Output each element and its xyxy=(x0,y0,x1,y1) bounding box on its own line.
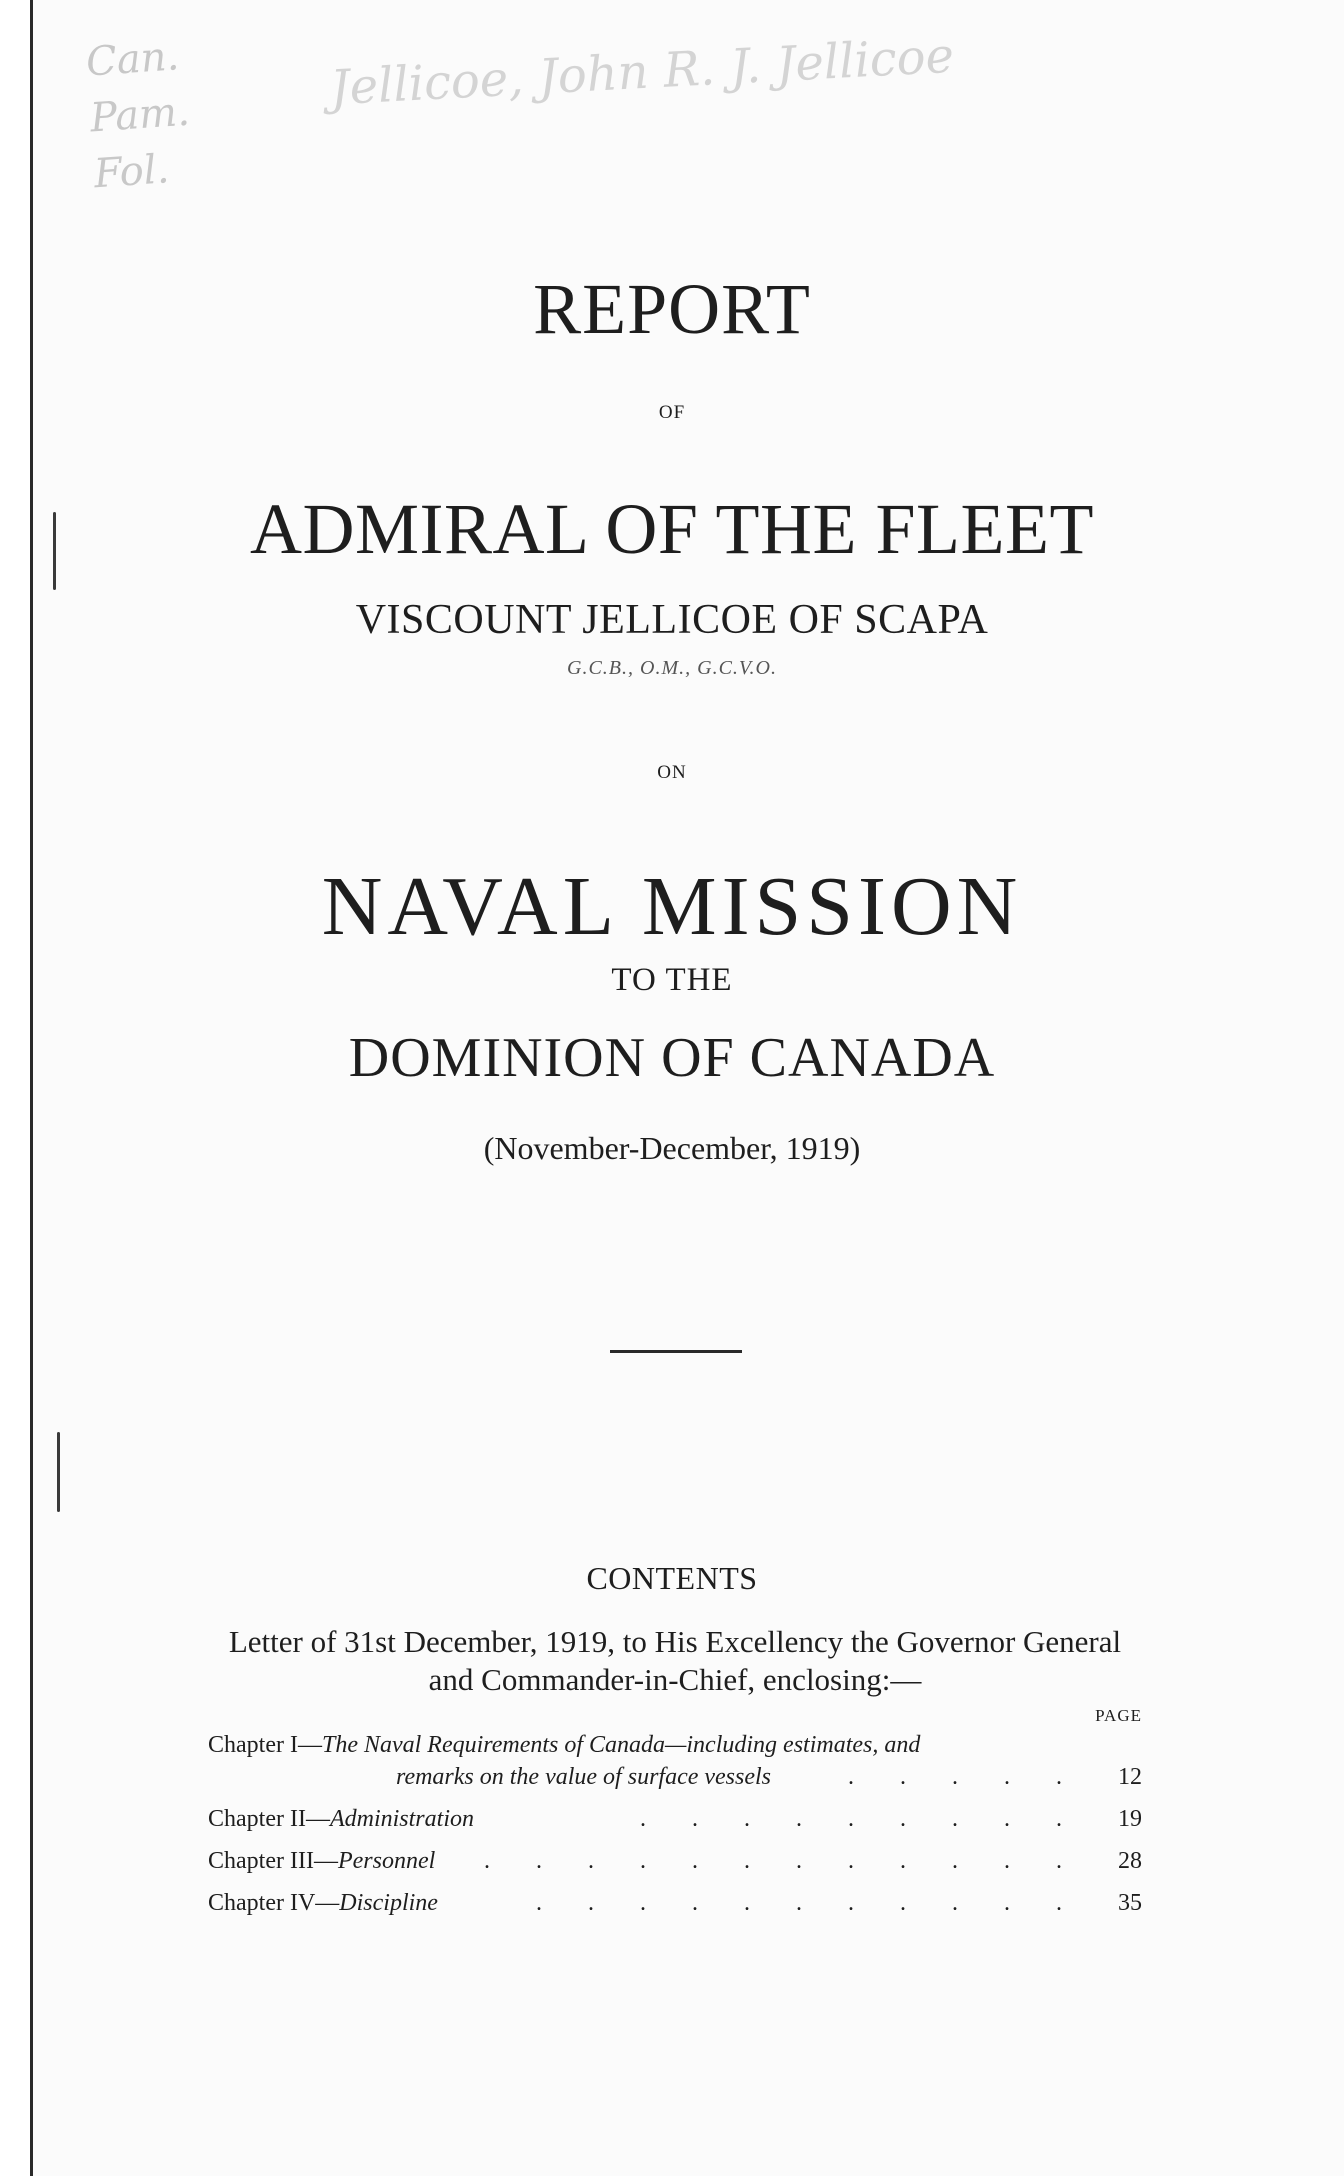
title-to-the: TO THE xyxy=(611,962,733,998)
title-date: (November-December, 1919) xyxy=(483,1130,861,1166)
toc-chapter-label: Chapter IV— xyxy=(208,1890,340,1916)
page-column-label: PAGE xyxy=(1095,1706,1142,1725)
toc-row-chapter-4 xyxy=(208,1890,1142,1932)
toc-leader-dots: . . . . . . . . . xyxy=(640,1806,1082,1832)
toc-row-chapter-2 xyxy=(208,1806,1142,1848)
toc-page-number: 35 xyxy=(1118,1890,1142,1916)
toc-chapter-title: Discipline xyxy=(339,1890,438,1916)
toc-chapter-label: Chapter III— xyxy=(208,1848,338,1874)
toc-chapter-label: Chapter II— xyxy=(208,1806,330,1832)
title-admiral: ADMIRAL OF THE FLEET xyxy=(250,489,1094,569)
toc-chapter-label: Chapter I— xyxy=(208,1732,322,1758)
title-of: OF xyxy=(658,402,686,423)
pencil-note-top: Jellicoe, John R. J. Jellicoe xyxy=(328,27,956,117)
toc-row-chapter-1 xyxy=(208,1732,1142,1806)
title-naval-mission: NAVAL MISSION xyxy=(321,860,1023,953)
toc-leader-dots: . . . . . xyxy=(848,1764,1082,1790)
table-of-contents xyxy=(208,1732,1142,1932)
toc-chapter-title-cont: remarks on the value of surface vessels xyxy=(396,1764,772,1790)
edge-mark-bottom xyxy=(57,1432,60,1512)
title-report: REPORT xyxy=(533,269,811,349)
title-on: ON xyxy=(657,762,687,783)
title-viscount: VISCOUNT JELLICOE OF SCAPA xyxy=(355,597,989,643)
contents-letter: Letter of 31st December, 1919, to His Excellency the Governor General and Commander-in-Chief, enclosing:— xyxy=(228,1624,1122,1697)
toc-chapter-title: The Naval Requirements of Canada—including estimates, and xyxy=(321,1732,921,1758)
toc-leader-dots: . . . . . . . . . . . xyxy=(536,1890,1082,1916)
title-honours: G.C.B., O.M., G.C.V.O. xyxy=(567,657,777,679)
toc-page-number: 12 xyxy=(1118,1764,1142,1790)
toc-leader-dots: . . . . . . . . . . . . xyxy=(484,1848,1082,1874)
section-divider xyxy=(610,1350,742,1353)
toc-chapter-title: Personnel xyxy=(337,1848,436,1874)
title-dominion: DOMINION OF CANADA xyxy=(348,1027,996,1089)
contents-heading: CONTENTS xyxy=(586,1560,758,1596)
toc-chapter-title: Administration xyxy=(329,1806,474,1832)
toc-row-chapter-3 xyxy=(208,1848,1142,1890)
toc-page-number: 19 xyxy=(1118,1806,1142,1832)
toc-page-number: 28 xyxy=(1118,1848,1142,1874)
pencil-note-left: Can. Pam. Fol. xyxy=(84,33,192,198)
